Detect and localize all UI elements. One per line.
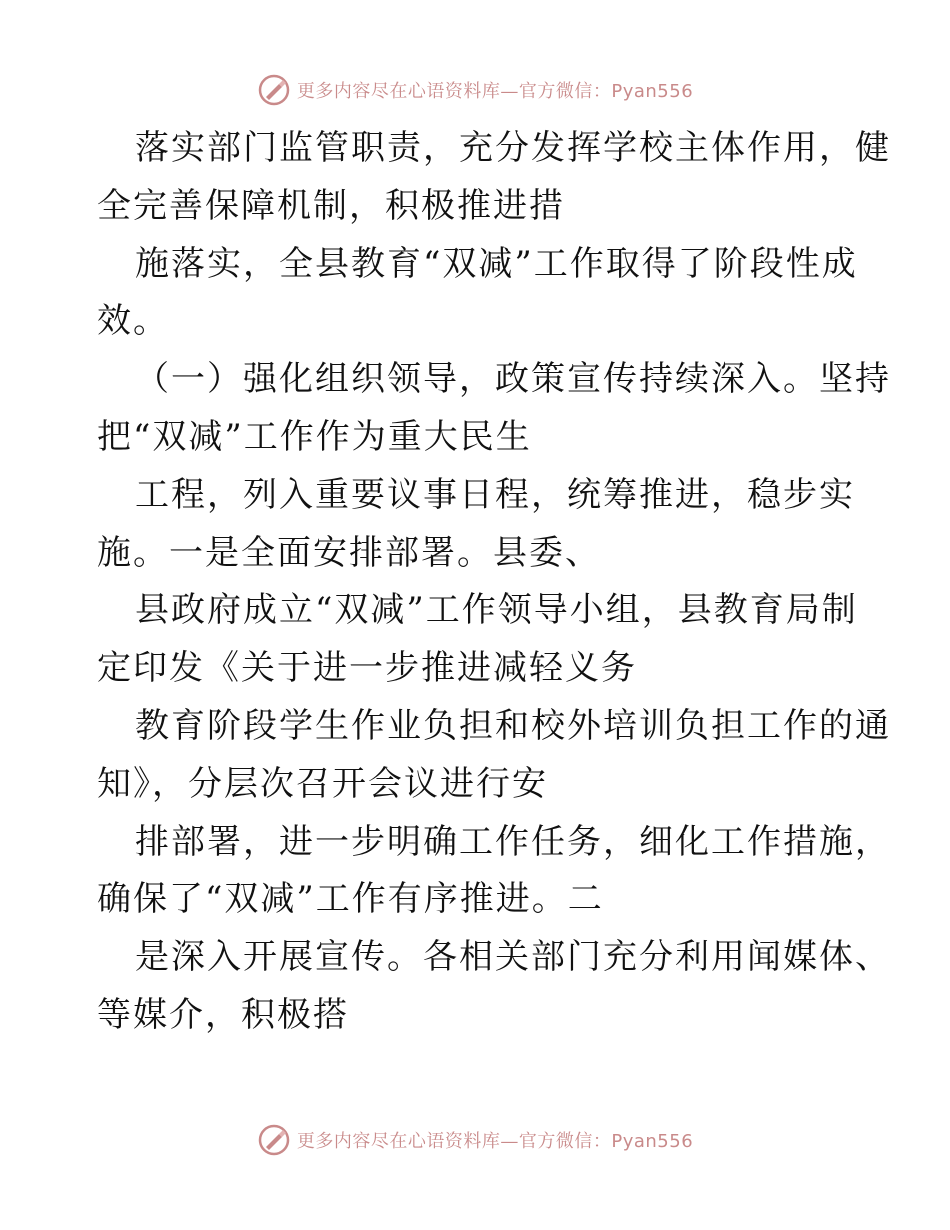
text-line: 效。 [97,301,169,342]
watermark-text [297,1127,693,1153]
text-line: （一）强化组织领导，政策宣传持续深入。坚持 [135,359,891,400]
text-line: 排部署，进一步明确工作任务，细化工作措施， [135,821,891,862]
watermark-site-text: 更多内容尽在心语资料库—官方微信： [296,1131,612,1152]
text-line: 确保了“双减”工作有序推进。二 [97,879,604,920]
text-line: 等媒介，积极搭 [97,994,349,1035]
text-line: 县政府成立“双减”工作领导小组，县教育局制 [135,590,858,631]
pen-logo-icon [257,1123,291,1157]
watermark-handle: Pyan556 [611,81,694,102]
text-line: 知》，分层次召开会议进行安 [97,763,548,804]
text-line: 落实部门监管职责，充分发挥学校主体作用，健 [135,128,891,168]
text-line: 是深入开展宣传。各相关部门充分利用闻媒体、 [135,937,891,978]
watermark-handle: Pyan556 [611,1131,694,1152]
pen-logo-icon [257,73,291,107]
watermark-site-text: 更多内容尽在心语资料库—官方微信： [296,81,612,102]
text-line: 施。一是全面安排部署。县委、 [97,532,601,573]
text-line: 全完善保障机制，积极推进措 [97,185,565,226]
document-body [97,120,891,1045]
text-line: 工程，列入重要议事日程，统筹推进，稳步实 [135,474,855,515]
header-watermark [0,70,950,110]
text-line: 教育阶段学生作业负担和校外培训负担工作的通 [135,705,891,746]
text-line: 施落实，全县教育“双减”工作取得了阶段性成 [135,243,858,284]
text-line: 定印发《关于进一步推进减轻义务 [97,648,637,689]
footer-watermark [0,1120,950,1160]
watermark-text [297,77,693,103]
text-line: 把“双减”工作作为重大民生 [97,416,532,457]
